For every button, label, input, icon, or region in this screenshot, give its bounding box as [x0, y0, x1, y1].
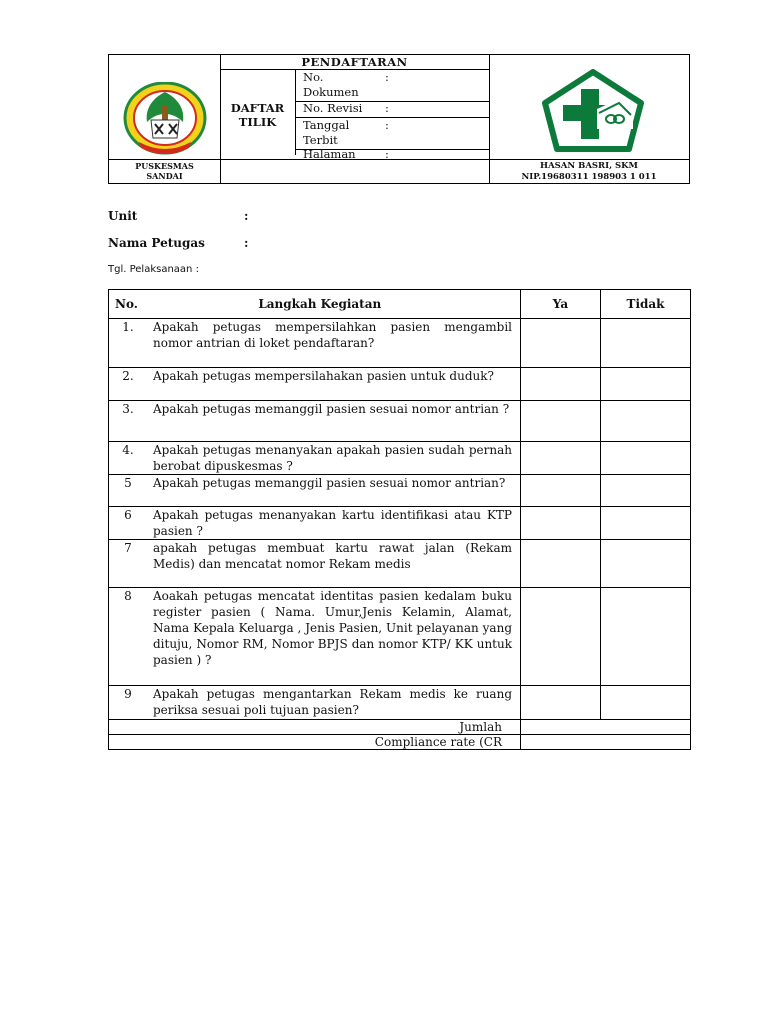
step-cell	[109, 319, 521, 368]
header-title: PENDAFTARAN	[301, 55, 408, 69]
header-no: No.	[115, 297, 138, 311]
jumlah-value-cell[interactable]	[521, 720, 691, 735]
tidak-checkbox-cell[interactable]	[601, 507, 691, 540]
meta-label-date-2: Terbit	[303, 133, 338, 147]
tidak-checkbox-cell[interactable]	[601, 686, 691, 720]
step-number: 7	[124, 541, 132, 555]
ya-checkbox-cell[interactable]	[521, 442, 601, 475]
meta-label-date: Tanggal	[303, 118, 350, 132]
meta-label-doc-no: No.	[303, 70, 324, 84]
table-row	[109, 540, 691, 588]
header-step-cell	[109, 290, 521, 319]
meta-label-page: Halaman	[303, 147, 356, 161]
right-caption-line2: NIP.19680311 198903 1 011	[521, 172, 657, 182]
checklist-table	[108, 289, 691, 750]
regency-seal-logo	[123, 82, 207, 158]
compliance-row	[109, 735, 691, 750]
tidak-checkbox-cell[interactable]	[601, 319, 691, 368]
meta-sep: :	[385, 101, 389, 115]
tidak-checkbox-cell[interactable]	[601, 540, 691, 588]
meta-sep: :	[385, 70, 389, 84]
step-text: Apakah petugas mempersilahakan pasien untuk duduk?	[153, 369, 494, 383]
ya-checkbox-cell[interactable]	[521, 401, 601, 442]
divider	[295, 69, 296, 155]
step-cell	[109, 401, 521, 442]
meta-sep: :	[385, 118, 389, 132]
puskesmas-logo	[541, 69, 645, 155]
table-row	[109, 588, 691, 686]
step-text: Apakah petugas menanyakan apakah pasien sudah pernah berobat dipuskesmas ?	[153, 443, 512, 473]
step-number: 6	[124, 508, 132, 522]
step-text: Apakah petugas mengantarkan Rekam medis ke ruang periksa sesuai poli tujuan pasien?	[153, 687, 512, 717]
step-number: 4.	[122, 443, 134, 457]
step-cell	[109, 368, 521, 401]
right-caption-line1: HASAN BASRI, SKM	[540, 161, 638, 171]
step-number: 2.	[122, 369, 134, 383]
step-text: Apakah petugas menanyakan kartu identifikasi atau KTP pasien ?	[153, 508, 512, 538]
step-cell	[109, 540, 521, 588]
compliance-label: Compliance rate (CR	[109, 735, 521, 750]
table-row	[109, 368, 691, 401]
divider	[109, 159, 689, 160]
step-number: 8	[124, 589, 132, 603]
step-text: Aoakah petugas mencatat identitas pasien kedalam buku register pasien ( Nama. Umur,Jenis Kelamin, Alamat, Nama Kepala Keluarga , Jenis Pasien, Unit pelayanan yang dituju, Nomor RM, Nomor BPJS dan nomor KTP/ KK untuk pasien ) ?	[153, 589, 512, 667]
doc-type-line2: TILIK	[238, 115, 277, 129]
step-cell	[109, 588, 521, 686]
header-step: Langkah Kegiatan	[258, 297, 382, 311]
step-text: Apakah petugas memanggil pasien sesuai nomor antrian ?	[153, 402, 510, 416]
tidak-checkbox-cell[interactable]	[601, 588, 691, 686]
step-cell	[109, 442, 521, 475]
tidak-checkbox-cell[interactable]	[601, 368, 691, 401]
step-text: apakah petugas membuat kartu rawat jalan (Rekam Medis) dan mencatat nomor Rekam medis	[153, 541, 512, 571]
unit-sep: :	[244, 209, 249, 223]
table-row	[109, 442, 691, 475]
step-text: Apakah petugas mempersilahkan pasien mengambil nomor antrian di loket pendaftaran?	[153, 320, 512, 350]
tgl-pelaksanaan-label: Tgl. Pelaksanaan :	[108, 264, 199, 275]
compliance-value-cell[interactable]	[521, 735, 691, 750]
petugas-sep: :	[244, 236, 249, 250]
ya-checkbox-cell[interactable]	[521, 540, 601, 588]
ya-checkbox-cell[interactable]	[521, 507, 601, 540]
doc-type-line1: DAFTAR	[230, 101, 285, 115]
left-caption-line2: SANDAI	[146, 171, 183, 181]
tidak-checkbox-cell[interactable]	[601, 475, 691, 507]
tidak-checkbox-cell[interactable]	[601, 442, 691, 475]
document-header	[108, 54, 690, 184]
ya-checkbox-cell[interactable]	[521, 588, 601, 686]
table-header-row	[109, 290, 691, 319]
table-row	[109, 401, 691, 442]
meta-sep: :	[385, 147, 389, 161]
table-row	[109, 686, 691, 720]
step-cell	[109, 475, 521, 507]
ya-checkbox-cell[interactable]	[521, 319, 601, 368]
tidak-checkbox-cell[interactable]	[601, 401, 691, 442]
step-number: 1.	[122, 320, 134, 334]
table-row	[109, 475, 691, 507]
header-ya: Ya	[521, 290, 601, 319]
header-tidak: Tidak	[601, 290, 691, 319]
petugas-label: Nama Petugas	[108, 236, 205, 250]
jumlah-label: Jumlah	[109, 720, 521, 735]
step-number: 5	[124, 476, 132, 490]
step-text: Apakah petugas memanggil pasien sesuai nomor antrian?	[153, 476, 506, 490]
step-number: 3.	[122, 402, 134, 416]
meta-label-revision: No. Revisi	[303, 101, 363, 115]
step-number: 9	[124, 687, 132, 701]
ya-checkbox-cell[interactable]	[521, 686, 601, 720]
table-row	[109, 319, 691, 368]
jumlah-row	[109, 720, 691, 735]
table-row	[109, 507, 691, 540]
step-cell	[109, 507, 521, 540]
unit-label: Unit	[108, 209, 138, 223]
step-cell	[109, 686, 521, 720]
divider	[220, 69, 489, 70]
meta-label-doc-no-2: Dokumen	[303, 85, 359, 99]
ya-checkbox-cell[interactable]	[521, 368, 601, 401]
left-caption-line1: PUSKESMAS	[135, 161, 194, 171]
ya-checkbox-cell[interactable]	[521, 475, 601, 507]
